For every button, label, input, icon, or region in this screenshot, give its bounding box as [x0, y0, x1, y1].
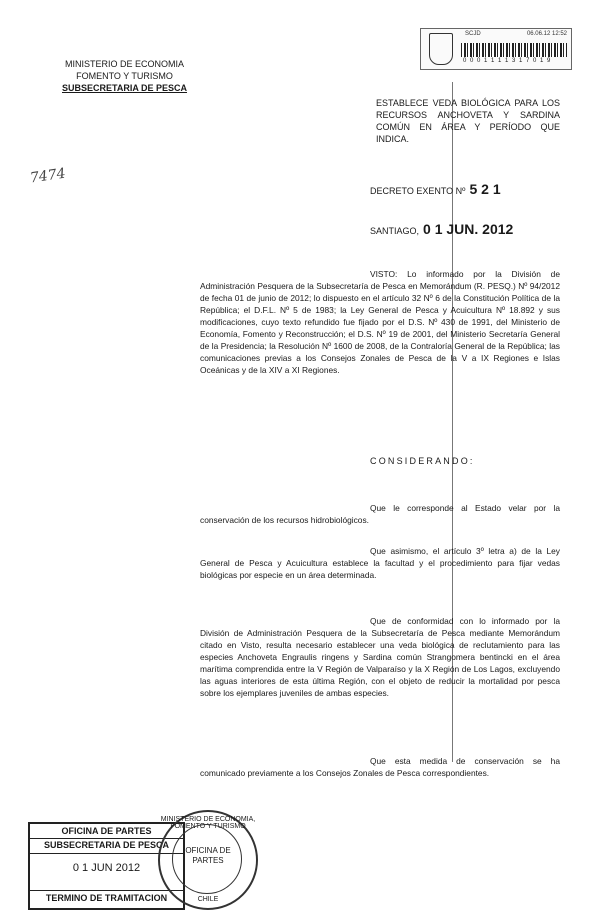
- header-line-2: FOMENTO Y TURISMO: [76, 71, 173, 81]
- reception-barcode-stamp: [420, 28, 572, 70]
- chile-shield-icon: [429, 33, 453, 65]
- considerando-1-text: Que le corresponde al Estado velar por la conservación de los recursos hidrobiológicos.: [200, 503, 560, 525]
- header-line-1: MINISTERIO DE ECONOMIA: [65, 59, 185, 69]
- decree-label: DECRETO EXENTO Nº: [370, 186, 466, 196]
- seal-center-text: OFICINA DE PARTES: [185, 846, 231, 865]
- considerando-2-text: Que asimismo, el artículo 3º letra a) de la Ley General de Pesca y Acuicultura establece la facultad y el procedimiento para fijar vedas biológicas por especie en un área determinada.: [200, 546, 560, 580]
- stamp-code-right: 06.06.12 12:52: [526, 31, 567, 37]
- considerando-3-text: Que de conformidad con lo informado por la División de Administración Pesquera de la Subsecretaría de Pesca mediante Memorándum citado en Visto, resulta necesario establecer una veda biológica de reclutamiento para las especies Anchoveta Engraulis ringens y Sardina común Strangomera bentincki en el área marítima comprendida entre la V Región de Valparaíso y la X Región de Los Lagos, excluyendo las aguas interiores de esta última Región, con el objeto de reducir la mortalidad por pesca sobre los ejemplares juveniles de ambas especies.: [200, 616, 560, 698]
- decree-title: ESTABLECE VEDA BIOLÓGICA PARA LOS RECURSOS ANCHOVETA Y SARDINA COMÚN EN ÁREA Y PERÍODO QUE INDICA.: [376, 98, 560, 144]
- considerando-3: [200, 615, 560, 699]
- considerando-heading: CONSIDERANDO:: [370, 456, 475, 466]
- stamp-line-2: SUBSECRETARIA DE PESCA: [30, 840, 183, 854]
- decree-number-value: 5 2 1: [469, 181, 501, 197]
- considerando-4-text: Que esta medida de conservación se ha comunicado previamente a los Consejos Zonales de Pesca correspondientes.: [200, 756, 560, 778]
- round-seal-stamp: [158, 810, 258, 910]
- stamp-code-left: SCJD: [465, 31, 481, 37]
- visto-text: VISTO: Lo informado por la División de Administración Pesquera de la Subsecretaría de Pesca en Memorándum (R. PESQ.) Nº 94/2012 de fecha 01 de junio de 2012; lo dispuesto en el artículo 32 Nº 6 de la Constitución Política de la República; el D.F.L. Nº 5 de 1983; la Ley General de Pesca y Acuicultura Nº 18.892 y sus modificaciones, cuyo texto refundido fue fijado por el D.S. Nº 430 de 1991, del Ministerio de Economía, Fomento y Reconstrucción; el D.S. Nº 19 de 2001, del Ministerio Secretaría General de la Presidencia; la Resolución Nº 1600 de 2008, de la Contraloría General de la República; las comunicaciones previas a los Consejos Zonales de Pesca de la V a IX Regiones e Islas Oceánicas y de la XIV a XI Regiones.: [200, 269, 560, 375]
- visto-paragraph: [200, 268, 560, 376]
- considerando-1: [200, 502, 560, 526]
- considerando-2: [200, 545, 560, 581]
- considerando-4: [200, 755, 560, 779]
- stamp-line-4: TERMINO DE TRAMITACION: [30, 890, 183, 909]
- seal-bottom-text: CHILE: [197, 896, 219, 903]
- seal-top-text: MINISTERIO DE ECONOMIA, FOMENTO Y TURISMO: [160, 816, 256, 830]
- barcode: [461, 43, 567, 57]
- stamp-line-1: OFICINA DE PARTES: [30, 826, 183, 839]
- barcode-number: 0 0 0 1 1 1 1 3 1 7 0 1 9: [463, 58, 552, 64]
- ministry-header: [62, 58, 187, 94]
- decree-number: [370, 181, 501, 197]
- place-label: SANTIAGO,: [370, 226, 420, 236]
- date-value: 0 1 JUN. 2012: [423, 221, 514, 237]
- stamp-date: 0 1 JUN 2012: [72, 862, 141, 874]
- place-date: [370, 221, 513, 237]
- header-line-3: SUBSECRETARIA DE PESCA: [62, 83, 188, 93]
- handwritten-note: 7474: [29, 165, 67, 187]
